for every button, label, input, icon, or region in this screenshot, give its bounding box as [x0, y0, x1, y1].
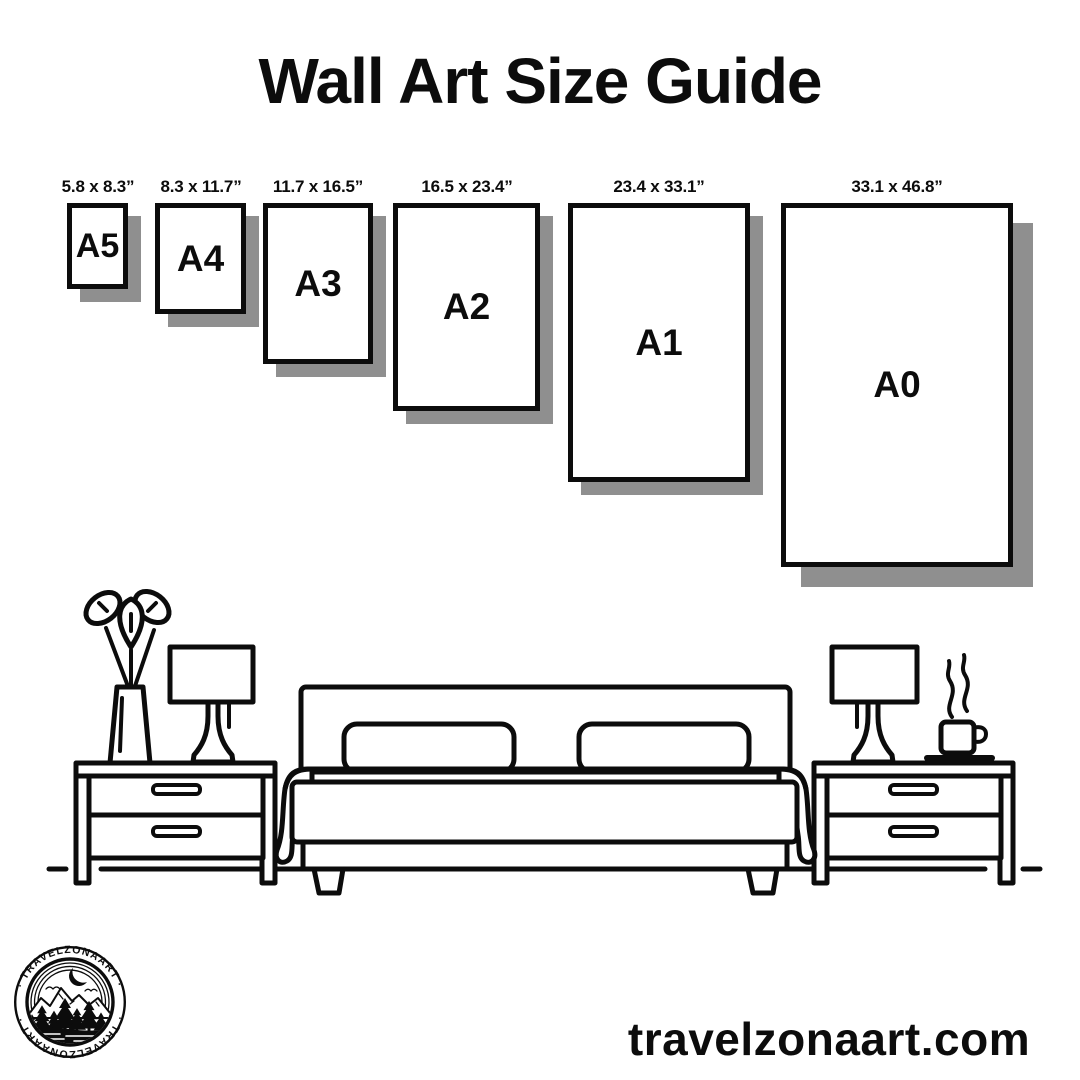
- size-dims-a2: 16.5 x 23.4”: [421, 177, 513, 196]
- size-dims-a5: 5.8 x 8.3”: [61, 177, 135, 196]
- coffee-cup-icon: [927, 655, 992, 758]
- pillow-right-icon: [579, 724, 749, 772]
- size-label: A1: [635, 321, 683, 363]
- logo-arc-text-bottom: · TRAVELZONAART ·: [14, 1014, 126, 1060]
- size-label: A0: [873, 364, 921, 405]
- mattress: [292, 782, 797, 842]
- size-label: A5: [75, 226, 120, 265]
- double-bed-icon: [276, 687, 815, 893]
- size-label: A4: [176, 237, 225, 279]
- logo-arc-text-top: · TRAVELZONAART ·: [14, 944, 126, 990]
- table-lamp-left-icon: [170, 647, 253, 762]
- size-label: A3: [294, 262, 342, 304]
- page-title: Wall Art Size Guide: [258, 45, 822, 117]
- size-dims-a1: 23.4 x 33.1”: [613, 177, 705, 196]
- bed-leg-left: [314, 869, 343, 893]
- bird-icon: [85, 989, 97, 991]
- size-dims-a3: 11.7 x 16.5”: [272, 177, 364, 196]
- nightstand-right-icon: [814, 763, 1013, 883]
- table-lamp-right-icon: [832, 647, 917, 762]
- brand-logo: [12, 944, 128, 1060]
- pillow-left-icon: [344, 724, 514, 772]
- nightstand-left-icon: [76, 763, 275, 883]
- website-url: travelzonaart.com: [627, 1013, 1031, 1065]
- bed-leg-right: [748, 869, 777, 893]
- plant-vase-icon: [80, 585, 175, 763]
- bird-icon: [46, 987, 60, 989]
- size-label: A2: [442, 286, 491, 327]
- size-dims-a0: 33.1 x 46.8”: [851, 177, 943, 196]
- size-dims-a4: 8.3 x 11.7”: [160, 177, 242, 196]
- bed-base: [303, 842, 787, 869]
